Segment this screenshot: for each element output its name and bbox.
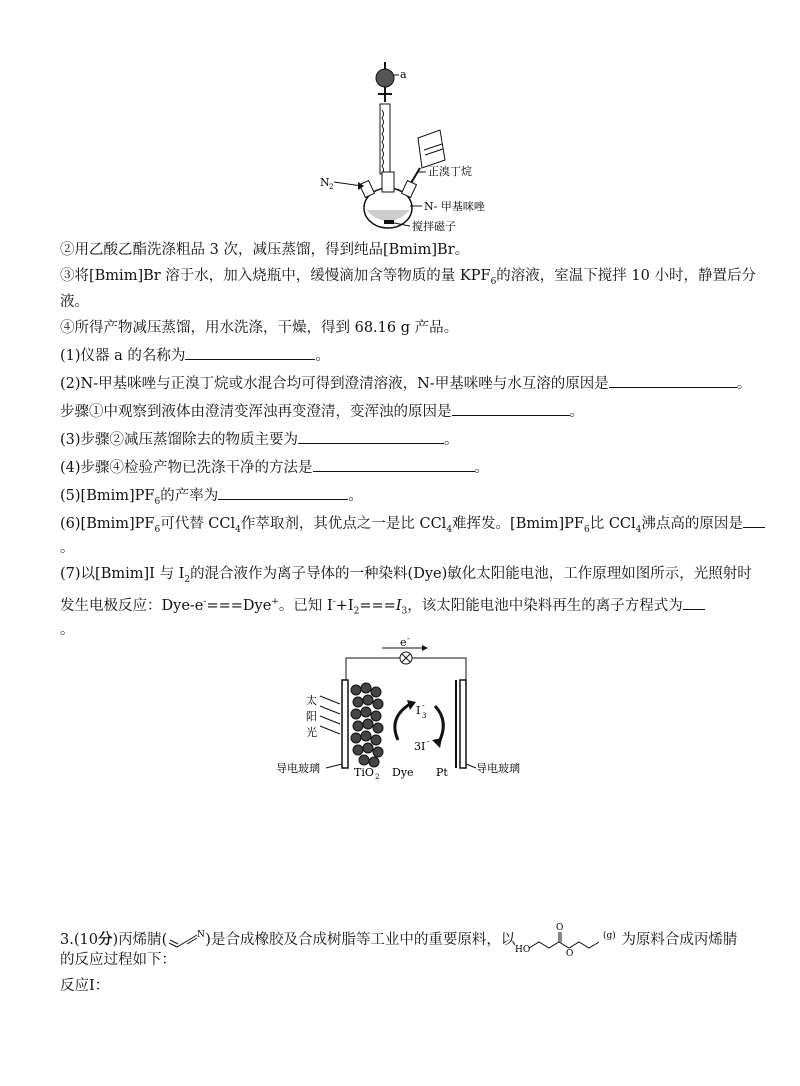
- answer-blank[interactable]: [218, 484, 348, 500]
- question-3: (3)步骤②减压蒸馏除去的物质主要为 。: [60, 428, 459, 450]
- question-2-cont: 步骤①中观察到液体由澄清变浑浊再变澄清，变浑浊的原因是 。: [60, 400, 584, 422]
- problem-3-line1: 3.(10分)丙烯腈( N )是合成橡胶及合成树脂等工业中的重要原料，以 HO O O (g) 为原料合成丙烯腈: [60, 923, 738, 959]
- side-funnel: [418, 130, 445, 168]
- dye-label: Dye: [392, 766, 414, 779]
- funnel-bulb: [376, 69, 394, 87]
- regeneration-arrow: [395, 704, 410, 740]
- answer-blank[interactable]: [185, 344, 315, 360]
- triiodide-label: I: [416, 704, 421, 717]
- svg-text:HO: HO: [515, 945, 531, 955]
- sun-char-3: 光: [306, 726, 317, 739]
- solar-cell-diagram: [270, 634, 550, 790]
- left-conductive-glass: [342, 680, 348, 768]
- question-6-end: 。: [60, 540, 75, 556]
- answer-blank[interactable]: [609, 372, 737, 388]
- left-glass-label: 导电玻璃: [276, 762, 320, 775]
- answer-blank[interactable]: [313, 456, 475, 472]
- tio2-label: TiO: [354, 766, 374, 779]
- svg-text:2: 2: [329, 183, 334, 191]
- tio2-dye-layer: [351, 683, 383, 767]
- step-2: ②用乙酸乙酯洗涤粗品 3 次，减压蒸馏，得到纯品[Bmim]Br。: [60, 242, 470, 258]
- right-glass-label: 导电玻璃: [476, 762, 520, 775]
- question-7: (7)以[Bmim]I 与 $I_2$的混合液作为离子导体的一种染料(Dye)敏化太阳能电池，工作原理如图所示，光照射时: [60, 566, 752, 585]
- svg-text:-: -: [427, 737, 430, 746]
- label-methylimidazole: N- 甲基咪唑: [424, 200, 485, 213]
- step-3: ③将[Bmim]Br 溶于水，加入烧瓶中，缓慢滴加含等物质的量 $KPF_6$的溶液，室温下搅拌 10 小时，静置后分: [60, 268, 756, 287]
- question-1: (1)仪器 a 的名称为 。: [60, 344, 330, 366]
- sun-char-2: 阳: [306, 710, 317, 723]
- problem-3-line2: 的反应过程如下：: [60, 952, 176, 968]
- svg-text:3: 3: [422, 712, 427, 720]
- answer-blank[interactable]: [452, 400, 570, 416]
- step-3-cont: 液。: [60, 294, 89, 310]
- svg-text:N: N: [197, 930, 206, 940]
- svg-text:2: 2: [375, 773, 380, 781]
- label-stirrer: 搅拌磁子: [412, 220, 456, 233]
- apparatus-figure: [300, 60, 500, 240]
- question-5: $(5)[Bmim]PF_6$的产率为 。: [60, 484, 363, 512]
- ester-structure-icon: [515, 922, 621, 958]
- stir-bar: [384, 220, 394, 224]
- pt-label: Pt: [436, 766, 448, 779]
- answer-blank[interactable]: [743, 512, 765, 528]
- svg-text:-: -: [422, 701, 425, 710]
- svg-text:O: O: [566, 949, 574, 959]
- answer-blank[interactable]: [298, 428, 444, 444]
- question-4: (4)步骤④检验产物已洗涤干净的方法是 。: [60, 456, 489, 478]
- label-n2: N: [320, 176, 330, 189]
- question-6: $(6)[Bmim]PF_6$可代替 CCl$_4$作萃取剂，其优点之一是比 CCl$_4$难挥发。$[Bmim]PF_6$比 CCl$_4$沸点高的原因是: [60, 512, 765, 540]
- sunlight-arrows: [320, 696, 340, 734]
- svg-text:-: -: [407, 634, 410, 643]
- question-7-end: 。: [60, 622, 75, 638]
- step-4: ④所得产物减压蒸馏，用水洗涤，干燥，得到 68.16 g 产品。: [60, 320, 459, 336]
- right-conductive-glass: [460, 680, 466, 768]
- svg-text:(g): (g): [603, 931, 617, 941]
- svg-text:O: O: [556, 923, 564, 933]
- sun-char-1: 太: [306, 694, 317, 707]
- label-a: a: [400, 68, 407, 81]
- acrylonitrile-structure-icon: [167, 929, 205, 951]
- problem-3-line3: 反应Ⅰ：: [60, 978, 110, 994]
- question-7-cont: 发生电极反应：Dye-e-===Dye+。已知 $I^-+I_2===I_3$，该太阳能电池中染料再生的离子方程式为: [60, 592, 705, 622]
- label-bromobutane: 正溴丁烷: [428, 165, 472, 178]
- iodide-label: 3I: [414, 740, 426, 753]
- answer-blank[interactable]: [683, 594, 705, 610]
- question-2: (2)N-甲基咪唑与正溴丁烷或水混合均可得到澄清溶液，N-甲基咪唑与水互溶的原因是 。: [60, 372, 751, 394]
- condenser: [380, 104, 390, 174]
- electron-label: e: [400, 636, 407, 649]
